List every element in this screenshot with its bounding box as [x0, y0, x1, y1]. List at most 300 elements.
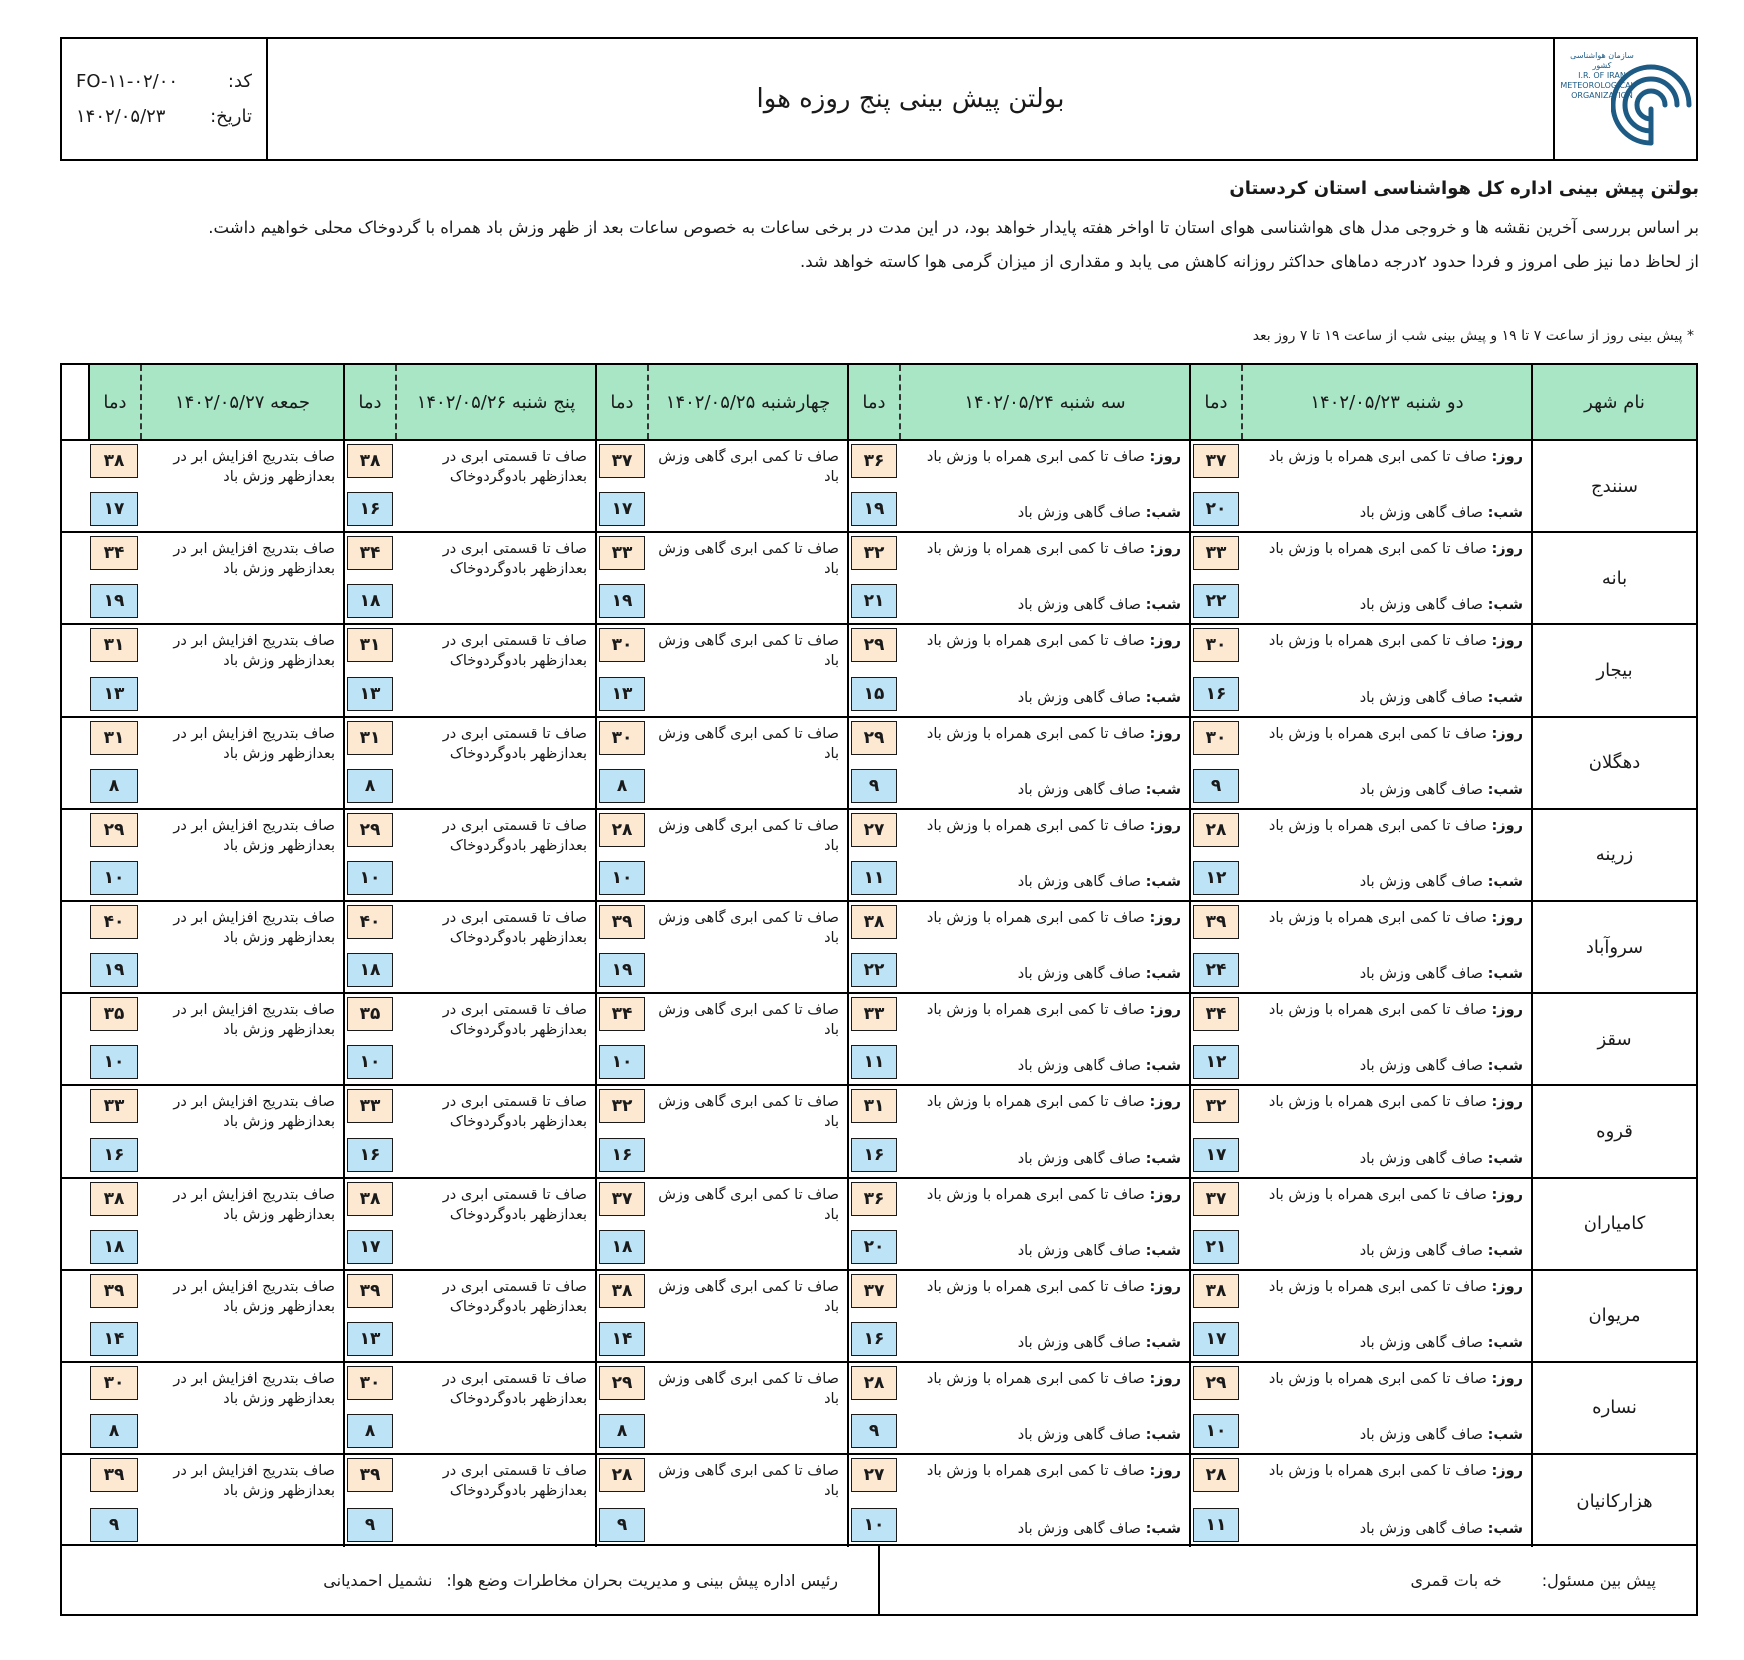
night-forecast-text: صاف گاهی وزش باد — [1017, 1150, 1141, 1167]
night-forecast — [1018, 1056, 1181, 1076]
day-forecast-text: صاف تا کمی ابری همراه با وزش باد — [926, 449, 1145, 465]
max-temperature: ۳۰ — [90, 1366, 138, 1400]
min-temperature: ۱۲ — [1193, 1045, 1239, 1079]
max-temperature: ۳۹ — [347, 1458, 393, 1492]
night-label: شب: — [1145, 1521, 1181, 1538]
forecast-text: صاف تا کمی ابری گاهی وزش باد — [658, 1278, 839, 1315]
temperature-cell — [595, 902, 647, 992]
city-name: قروه — [1531, 1086, 1696, 1176]
night-forecast-text: صاف گاهی وزش باد — [1359, 1150, 1483, 1167]
day-label: روز: — [1491, 725, 1523, 742]
night-forecast — [1360, 1056, 1523, 1076]
forecast-text: صاف تا کمی ابری گاهی وزش باد — [658, 1094, 839, 1131]
date-row — [76, 106, 252, 127]
min-temperature: ۱۳ — [347, 1322, 393, 1356]
day-forecast — [907, 539, 1181, 559]
temperature-cell — [595, 1086, 647, 1176]
max-temperature: ۳۸ — [1193, 1274, 1239, 1308]
night-label: شب: — [1487, 781, 1523, 798]
forecast-description — [1241, 718, 1531, 808]
temperature-cell — [343, 1455, 395, 1547]
day-label: روز: — [1149, 633, 1181, 650]
temperature-cell — [595, 625, 647, 715]
max-temperature: ۳۸ — [90, 1182, 138, 1216]
forecast-description — [899, 902, 1189, 992]
day-forecast — [1249, 1461, 1523, 1481]
table-row — [62, 441, 1696, 533]
day-forecast-text: صاف تا کمی ابری همراه با وزش باد — [1268, 1278, 1487, 1295]
night-forecast-text: صاف گاهی وزش باد — [1017, 781, 1141, 798]
forecast-description — [899, 810, 1189, 900]
temperature-cell — [847, 625, 899, 715]
forecast-text: صاف تا قسمتی ابری در بعدازظهر بادوگردوخاک — [442, 817, 587, 854]
day-label: روز: — [1491, 1002, 1523, 1019]
city-name: سقز — [1531, 994, 1696, 1084]
table-row — [62, 902, 1696, 994]
max-temperature: ۳۱ — [851, 1089, 897, 1123]
night-label: شب: — [1145, 689, 1181, 706]
city-name: کامیاران — [1531, 1179, 1696, 1269]
logo-text — [1560, 51, 1635, 101]
forecast-description — [899, 1086, 1189, 1176]
max-temperature: ۳۳ — [599, 536, 645, 570]
night-forecast — [1360, 595, 1523, 615]
min-temperature: ۱۰ — [347, 861, 393, 895]
min-temperature: ۱۶ — [347, 1138, 393, 1172]
temperature-cell — [88, 1271, 140, 1361]
temperature-cell — [595, 1363, 647, 1453]
temperature-cell — [847, 533, 899, 623]
forecast-description — [140, 718, 343, 808]
night-forecast-text: صاف گاهی وزش باد — [1017, 1242, 1141, 1259]
night-label: شب: — [1145, 1242, 1181, 1259]
day-forecast-text: صاف تا کمی ابری همراه با وزش باد — [926, 1094, 1145, 1111]
night-forecast-text: صاف گاهی وزش باد — [1359, 966, 1483, 983]
temperature-cell — [343, 1086, 395, 1176]
night-label: شب: — [1145, 597, 1181, 614]
day-label: روز: — [1491, 1370, 1523, 1387]
forecast-description — [395, 994, 595, 1084]
logo-line: سازمان هواشناسی کشور — [1570, 51, 1634, 70]
temperature-cell — [343, 1179, 395, 1269]
day-forecast — [907, 1369, 1181, 1389]
bulletin-title: بولتن پیش بینی پنج روزه هوا — [266, 39, 1553, 159]
temperature-cell — [847, 1086, 899, 1176]
max-temperature: ۳۹ — [90, 1274, 138, 1308]
forecast-text: صاف تا قسمتی ابری در بعدازظهر بادوگردوخاک — [442, 725, 587, 762]
forecast-text: صاف بتدریج افزایش ابر در بعدازظهر وزش باد — [173, 1370, 335, 1407]
temperature-cell — [88, 441, 140, 531]
bulletin-header — [60, 37, 1698, 161]
forecast-description — [647, 1271, 847, 1361]
night-label: شب: — [1487, 1334, 1523, 1351]
temperature-cell — [595, 718, 647, 808]
code-date-block — [62, 39, 266, 159]
logo-line: ORGANIZATION — [1571, 91, 1633, 100]
min-temperature: ۹ — [851, 769, 897, 803]
city-name: مریوان — [1531, 1271, 1696, 1361]
day-label: روز: — [1149, 1370, 1181, 1387]
day-forecast — [1249, 908, 1523, 928]
min-temperature: ۸ — [347, 769, 393, 803]
max-temperature: ۳۹ — [1193, 905, 1239, 939]
code-row — [76, 71, 252, 92]
min-temperature: ۱۹ — [90, 953, 138, 987]
day-forecast-text: صاف تا کمی ابری همراه با وزش باد — [1268, 725, 1487, 742]
forecast-text: صاف بتدریج افزایش ابر در بعدازظهر وزش باد — [173, 909, 335, 946]
min-temperature: ۱۳ — [90, 677, 138, 711]
day-forecast — [907, 1277, 1181, 1297]
min-temperature: ۱۷ — [599, 492, 645, 526]
max-temperature: ۳۲ — [599, 1089, 645, 1123]
day-column-header: دو شنبه ۱۴۰۲/۰۵/۲۳ — [1241, 365, 1531, 439]
max-temperature: ۳۸ — [347, 1182, 393, 1216]
forecast-text: صاف تا کمی ابری گاهی وزش باد — [658, 1463, 839, 1500]
day-label: روز: — [1491, 1186, 1523, 1203]
temperature-cell — [847, 994, 899, 1084]
day-forecast-text: صاف تا کمی ابری همراه با وزش باد — [926, 633, 1145, 650]
min-temperature: ۲۰ — [851, 1230, 897, 1264]
max-temperature: ۳۳ — [1193, 536, 1239, 570]
temperature-cell — [1189, 1179, 1241, 1269]
max-temperature: ۳۱ — [90, 721, 138, 755]
temperature-cell — [1189, 810, 1241, 900]
forecast-description — [899, 1363, 1189, 1453]
temperature-cell — [343, 810, 395, 900]
night-label: شب: — [1487, 1242, 1523, 1259]
forecast-table — [60, 363, 1698, 1546]
day-label: روز: — [1149, 1002, 1181, 1019]
temperature-cell — [847, 1179, 899, 1269]
summary-paragraph-1: بر اساس بررسی آخرین نقشه ها و خروجی مدل های هواشناسی هوای استان تا اواخر هفته پایدار خواهد بود، در این مدت در برخی ساعات به خصوص ساعات بعد از ظهر وزش باد همراه با گردوخاک محلی خواهیم داشت. — [208, 218, 1699, 237]
forecast-description — [647, 810, 847, 900]
temperature-cell — [1189, 533, 1241, 623]
min-temperature: ۱۷ — [1193, 1322, 1239, 1356]
forecast-description — [140, 441, 343, 531]
max-temperature: ۳۷ — [1193, 444, 1239, 478]
day-forecast — [1249, 816, 1523, 836]
forecast-text: صاف تا کمی ابری گاهی وزش باد — [658, 817, 839, 854]
temperature-cell — [847, 1455, 899, 1547]
forecast-description — [1241, 1086, 1531, 1176]
temperature-cell — [343, 994, 395, 1084]
day-forecast — [1249, 539, 1523, 559]
min-temperature: ۹ — [347, 1508, 393, 1542]
day-forecast-text: صاف تا کمی ابری همراه با وزش باد — [1268, 633, 1487, 650]
max-temperature: ۳۱ — [347, 628, 393, 662]
temperature-cell — [847, 1363, 899, 1453]
min-temperature: ۱۱ — [1193, 1508, 1239, 1542]
forecast-description — [395, 1271, 595, 1361]
min-temperature: ۱۰ — [1193, 1414, 1239, 1448]
night-forecast — [1018, 780, 1181, 800]
temperature-cell — [88, 625, 140, 715]
min-temperature: ۱۱ — [851, 1045, 897, 1079]
min-temperature: ۱۱ — [851, 861, 897, 895]
logo — [1553, 39, 1696, 159]
min-temperature: ۹ — [599, 1508, 645, 1542]
forecast-description — [1241, 902, 1531, 992]
night-forecast — [1018, 1425, 1181, 1445]
forecast-description — [647, 533, 847, 623]
forecast-description — [1241, 1363, 1531, 1453]
min-temperature: ۱۹ — [851, 492, 897, 526]
day-forecast — [907, 816, 1181, 836]
forecast-text: صاف بتدریج افزایش ابر در بعدازظهر وزش باد — [173, 449, 335, 485]
day-column-header: جمعه ۱۴۰۲/۰۵/۲۷ — [140, 365, 343, 439]
forecast-text: صاف بتدریج افزایش ابر در بعدازظهر وزش باد — [173, 633, 335, 670]
min-temperature: ۱۰ — [599, 1045, 645, 1079]
temperature-cell — [595, 441, 647, 531]
forecast-text: صاف تا کمی ابری گاهی وزش باد — [658, 1186, 839, 1223]
day-label: روز: — [1491, 909, 1523, 926]
min-temperature: ۱۶ — [1193, 677, 1239, 711]
temperature-cell — [595, 1271, 647, 1361]
table-row — [62, 994, 1696, 1086]
night-forecast-text: صاف گاهی وزش باد — [1017, 505, 1141, 522]
night-forecast-text: صاف گاهی وزش باد — [1017, 597, 1141, 614]
table-row — [62, 533, 1696, 625]
min-temperature: ۲۰ — [1193, 492, 1239, 526]
max-temperature: ۲۸ — [1193, 1458, 1239, 1492]
max-temperature: ۳۰ — [1193, 721, 1239, 755]
max-temperature: ۳۹ — [90, 1458, 138, 1492]
min-temperature: ۱۸ — [347, 953, 393, 987]
day-forecast — [1249, 1277, 1523, 1297]
forecast-text: صاف بتدریج افزایش ابر در بعدازظهر وزش باد — [173, 541, 335, 578]
max-temperature: ۲۸ — [599, 813, 645, 847]
max-temperature: ۲۹ — [90, 813, 138, 847]
day-forecast — [907, 1000, 1181, 1020]
night-forecast-text: صاف گاهی وزش باد — [1359, 1427, 1483, 1444]
temperature-cell — [343, 1271, 395, 1361]
max-temperature: ۳۴ — [90, 536, 138, 570]
city-name: زرینه — [1531, 810, 1696, 900]
min-temperature: ۱۷ — [90, 492, 138, 526]
max-temperature: ۲۹ — [347, 813, 393, 847]
temperature-cell — [1189, 994, 1241, 1084]
forecast-text: صاف تا قسمتی ابری در بعدازظهر بادوگردوخاک — [442, 633, 587, 670]
night-forecast — [1360, 964, 1523, 984]
forecast-description — [1241, 441, 1531, 531]
day-label: روز: — [1149, 449, 1181, 465]
night-label: شب: — [1487, 597, 1523, 614]
day-label: روز: — [1491, 1278, 1523, 1295]
summary-paragraph-2: از لحاظ دما نیز طی امروز و فردا حدود ۲درجه دماهای حداکثر روزانه کاهش می یابد و مقداری از میزان گرمی هوا کاسته خواهد شد. — [800, 252, 1699, 271]
night-forecast — [1360, 872, 1523, 892]
night-forecast — [1018, 1519, 1181, 1539]
day-forecast-text: صاف تا کمی ابری همراه با وزش باد — [1268, 1186, 1487, 1203]
min-temperature: ۸ — [347, 1414, 393, 1448]
forecast-description — [395, 1179, 595, 1269]
night-forecast-text: صاف گاهی وزش باد — [1017, 966, 1141, 983]
min-temperature: ۱۰ — [90, 861, 138, 895]
night-forecast — [1018, 1333, 1181, 1353]
min-temperature: ۱۶ — [851, 1138, 897, 1172]
night-forecast-text: صاف گاهی وزش باد — [1359, 689, 1483, 706]
day-column-header: چهارشنبه ۱۴۰۲/۰۵/۲۵ — [647, 365, 847, 439]
day-forecast-text: صاف تا کمی ابری همراه با وزش باد — [926, 817, 1145, 834]
signature-footer — [60, 1546, 1698, 1616]
night-forecast — [1018, 503, 1181, 523]
night-label: شب: — [1487, 1150, 1523, 1167]
temperature-cell — [343, 441, 395, 531]
forecast-description — [1241, 994, 1531, 1084]
max-temperature: ۳۰ — [1193, 628, 1239, 662]
day-label: روز: — [1491, 541, 1523, 558]
max-temperature: ۳۶ — [851, 444, 897, 478]
night-forecast — [1360, 1149, 1523, 1169]
day-forecast-text: صاف تا کمی ابری همراه با وزش باد — [1268, 541, 1487, 558]
temperature-cell — [343, 533, 395, 623]
table-row — [62, 718, 1696, 810]
max-temperature: ۳۱ — [347, 721, 393, 755]
min-temperature: ۱۴ — [599, 1322, 645, 1356]
max-temperature: ۳۴ — [599, 997, 645, 1031]
day-label: روز: — [1149, 1186, 1181, 1203]
temperature-cell — [595, 1455, 647, 1547]
forecast-description — [140, 1179, 343, 1269]
forecast-text: صاف تا کمی ابری گاهی وزش باد — [658, 725, 839, 762]
temperature-cell — [847, 718, 899, 808]
forecast-description — [140, 1271, 343, 1361]
min-temperature: ۹ — [90, 1508, 138, 1542]
night-forecast-text: صاف گاهی وزش باد — [1359, 1058, 1483, 1075]
max-temperature: ۲۸ — [1193, 813, 1239, 847]
night-label: شب: — [1145, 1427, 1181, 1444]
head-name: نشمیل احمدیانی — [323, 1570, 433, 1590]
forecast-description — [899, 1271, 1189, 1361]
day-forecast-text: صاف تا کمی ابری همراه با وزش باد — [1268, 1094, 1487, 1111]
day-forecast — [907, 1461, 1181, 1481]
temperature-cell — [88, 533, 140, 623]
max-temperature: ۳۴ — [347, 536, 393, 570]
day-column-header: پنج شنبه ۱۴۰۲/۰۵/۲۶ — [395, 365, 595, 439]
min-temperature: ۱۴ — [90, 1322, 138, 1356]
night-forecast — [1018, 964, 1181, 984]
min-temperature: ۱۸ — [90, 1230, 138, 1264]
city-column-header: نام شهر — [1531, 365, 1696, 439]
min-temperature: ۱۶ — [599, 1138, 645, 1172]
forecast-text: صاف بتدریج افزایش ابر در بعدازظهر وزش باد — [173, 1463, 335, 1500]
max-temperature: ۳۷ — [599, 1182, 645, 1216]
temperature-cell — [1189, 902, 1241, 992]
forecast-description — [647, 1086, 847, 1176]
min-temperature: ۱۲ — [1193, 861, 1239, 895]
night-forecast — [1018, 595, 1181, 615]
min-temperature: ۱۷ — [1193, 1138, 1239, 1172]
forecast-description — [899, 533, 1189, 623]
forecast-description — [1241, 1271, 1531, 1361]
logo-line: METEOROLOGICAL — [1560, 81, 1635, 90]
temperature-cell — [1189, 1271, 1241, 1361]
forecast-text: صاف تا کمی ابری گاهی وزش باد — [658, 541, 839, 578]
day-forecast — [907, 724, 1181, 744]
forecast-description — [1241, 1179, 1531, 1269]
day-forecast-text: صاف تا کمی ابری همراه با وزش باد — [926, 1370, 1145, 1387]
min-temperature: ۱۹ — [599, 953, 645, 987]
max-temperature: ۳۱ — [90, 628, 138, 662]
forecast-description — [140, 1363, 343, 1453]
max-temperature: ۳۶ — [851, 1182, 897, 1216]
night-forecast — [1360, 1333, 1523, 1353]
day-label: روز: — [1491, 449, 1523, 465]
forecast-description — [899, 441, 1189, 531]
forecaster-label: پیش بین مسئول: — [1541, 1570, 1656, 1590]
time-range-note: * پیش بینی روز از ساعت ۷ تا ۱۹ و پیش بینی شب از ساعت ۱۹ تا ۷ روز بعد — [1252, 328, 1694, 344]
temperature-cell — [343, 625, 395, 715]
temperature-cell — [88, 1086, 140, 1176]
min-temperature: ۸ — [90, 1414, 138, 1448]
night-label: شب: — [1487, 1058, 1523, 1075]
day-forecast-text: صاف تا کمی ابری همراه با وزش باد — [1268, 1463, 1487, 1480]
forecast-description — [140, 1455, 343, 1547]
forecast-text: صاف تا کمی ابری گاهی وزش باد — [658, 633, 839, 670]
forecast-text: صاف تا کمی ابری گاهی وزش باد — [658, 1370, 839, 1407]
city-name: دهگلان — [1531, 718, 1696, 808]
forecast-description — [647, 902, 847, 992]
day-forecast — [1249, 1092, 1523, 1112]
max-temperature: ۳۷ — [851, 1274, 897, 1308]
temp-column-header: دما — [343, 365, 395, 439]
max-temperature: ۴۰ — [90, 905, 138, 939]
day-forecast-text: صاف تا کمی ابری همراه با وزش باد — [1268, 1002, 1487, 1019]
min-temperature: ۱۰ — [851, 1508, 897, 1542]
max-temperature: ۲۸ — [599, 1458, 645, 1492]
day-forecast — [1249, 724, 1523, 744]
night-label: شب: — [1145, 781, 1181, 798]
temperature-cell — [595, 994, 647, 1084]
city-name: هزارکانیان — [1531, 1455, 1696, 1547]
min-temperature: ۲۲ — [851, 953, 897, 987]
table-header-row — [62, 365, 1696, 441]
night-forecast-text: صاف گاهی وزش باد — [1017, 1058, 1141, 1075]
max-temperature: ۳۵ — [347, 997, 393, 1031]
forecast-description — [140, 994, 343, 1084]
min-temperature: ۹ — [1193, 769, 1239, 803]
forecast-description — [1241, 533, 1531, 623]
max-temperature: ۴۰ — [347, 905, 393, 939]
night-label: شب: — [1487, 505, 1523, 522]
forecast-description — [647, 1363, 847, 1453]
forecast-description — [395, 533, 595, 623]
night-forecast — [1018, 1149, 1181, 1169]
city-name: سنندج — [1531, 441, 1696, 531]
min-temperature: ۱۵ — [851, 677, 897, 711]
day-forecast — [1249, 1185, 1523, 1205]
day-forecast — [1249, 1369, 1523, 1389]
max-temperature: ۲۸ — [851, 1366, 897, 1400]
day-label: روز: — [1149, 1278, 1181, 1295]
day-forecast-text: صاف تا کمی ابری همراه با وزش باد — [926, 1002, 1145, 1019]
min-temperature: ۲۱ — [851, 584, 897, 618]
forecast-description — [647, 1455, 847, 1547]
forecast-description — [647, 1179, 847, 1269]
forecast-text: صاف تا قسمتی ابری در بعدازظهر بادوگردوخاک — [442, 541, 587, 578]
table-row — [62, 810, 1696, 902]
temperature-cell — [88, 1179, 140, 1269]
code-value: FO-۱۱-۰۲/۰۰ — [76, 71, 179, 92]
table-row — [62, 1455, 1696, 1547]
min-temperature: ۱۳ — [599, 677, 645, 711]
forecast-description — [899, 718, 1189, 808]
temperature-cell — [343, 1363, 395, 1453]
forecast-description — [899, 625, 1189, 715]
min-temperature: ۱۰ — [90, 1045, 138, 1079]
table-body — [62, 441, 1696, 1547]
min-temperature: ۱۸ — [599, 1230, 645, 1264]
temperature-cell — [847, 1271, 899, 1361]
